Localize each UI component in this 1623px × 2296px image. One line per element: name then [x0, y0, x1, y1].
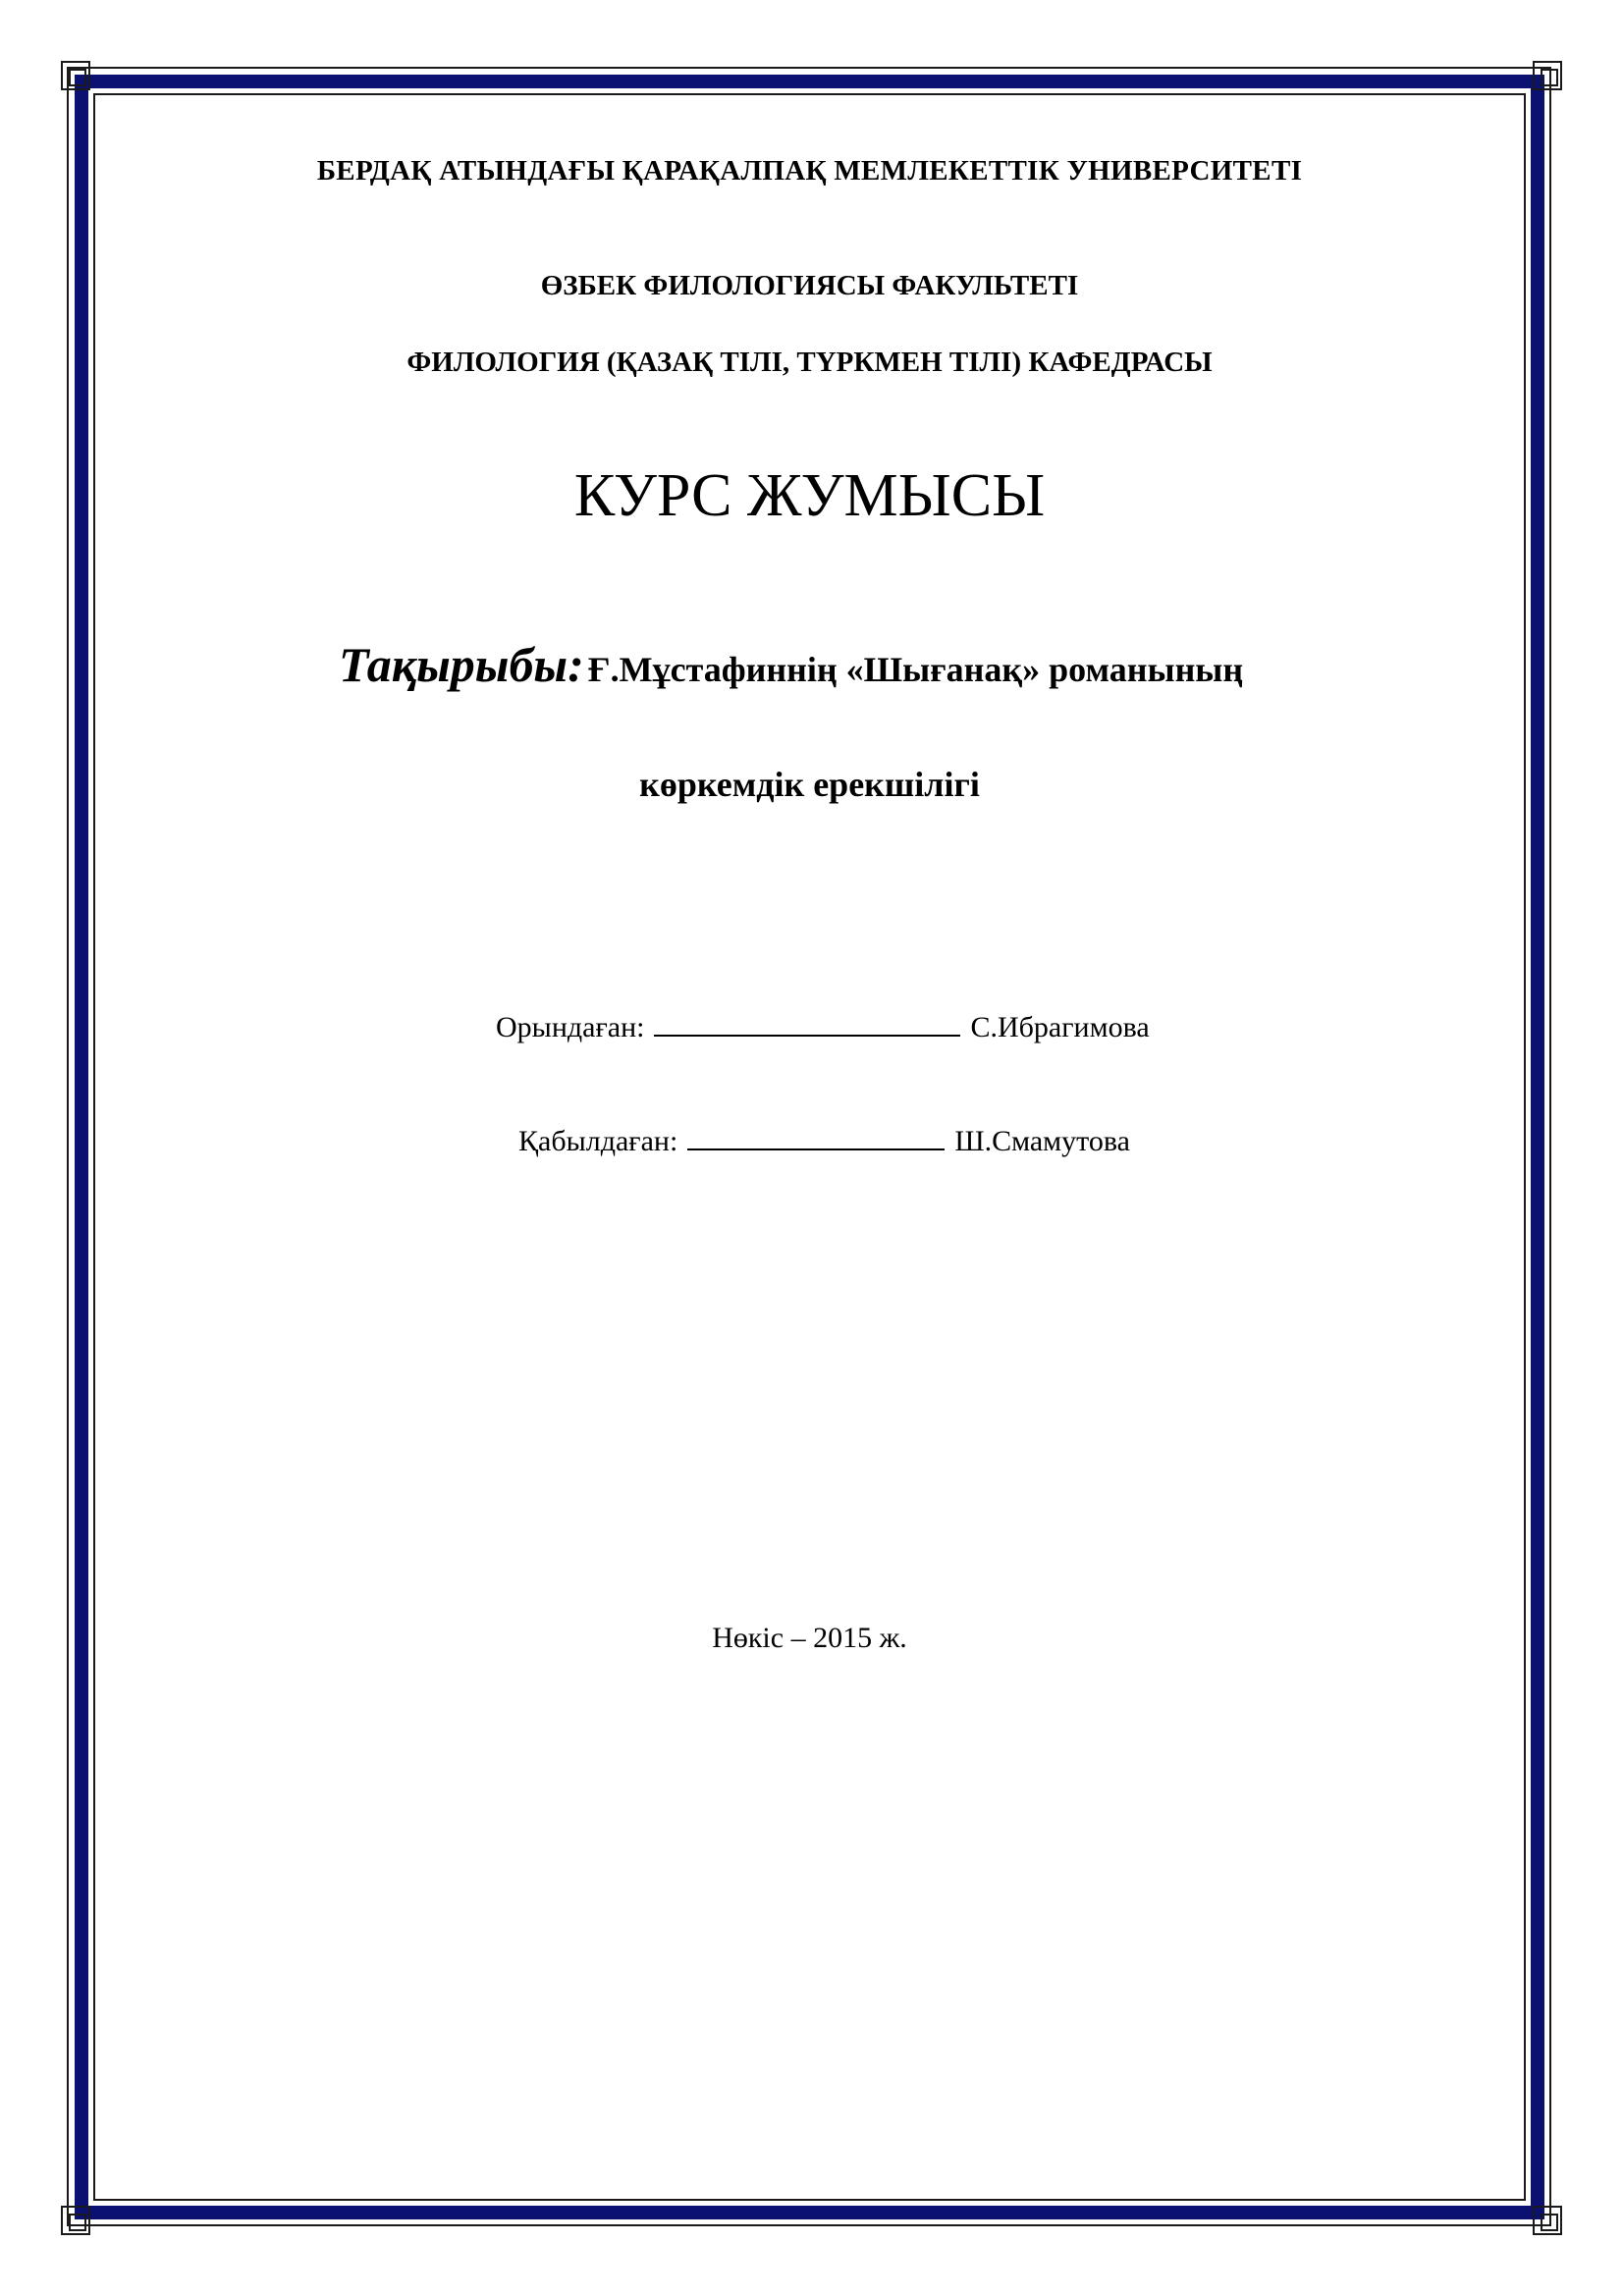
corner-ornament-bottom-right	[1533, 2206, 1562, 2235]
topic-line	[339, 636, 1243, 693]
signature-role: Қабылдаған:	[518, 1125, 678, 1157]
topic-label: Тақырыбы:	[339, 637, 584, 692]
signature-accepted-by	[518, 1125, 1130, 1158]
corner-ornament-top-right	[1533, 61, 1562, 90]
signature-name: Ш.Смамутова	[954, 1125, 1130, 1157]
topic-text-line2: көркемдік ерекшілігі	[639, 765, 980, 804]
signature-blank-line	[654, 1011, 960, 1037]
city-and-year: Нөкіс – 2015 ж.	[712, 1622, 907, 1654]
signature-name: С.Ибрагимова	[970, 1011, 1150, 1043]
corner-ornament-top-left	[61, 61, 90, 90]
signature-performed-by	[496, 1011, 1150, 1044]
faculty-name: ӨЗБЕК ФИЛОЛОГИЯСЫ ФАКУЛЬТЕТІ	[540, 270, 1079, 301]
signature-role: Орындаған:	[496, 1011, 645, 1043]
corner-ornament-bottom-left	[61, 2206, 90, 2235]
department-name: ФИЛОЛОГИЯ (ҚАЗАҚ ТІЛІ, ТҮРКМЕН ТІЛІ) КАФЕДРАСЫ	[406, 347, 1213, 378]
signature-blank-line	[687, 1125, 945, 1150]
topic-text-line1: Ғ.Мұстафиннің «Шығанақ» романының	[587, 650, 1244, 689]
university-name: БЕРДАҚ АТЫНДАҒЫ ҚАРАҚАЛПАҚ МЕМЛЕКЕТТІК УНИВЕРСИТЕТІ	[316, 155, 1303, 187]
document-title: КУРС ЖУМЫСЫ	[573, 462, 1046, 529]
